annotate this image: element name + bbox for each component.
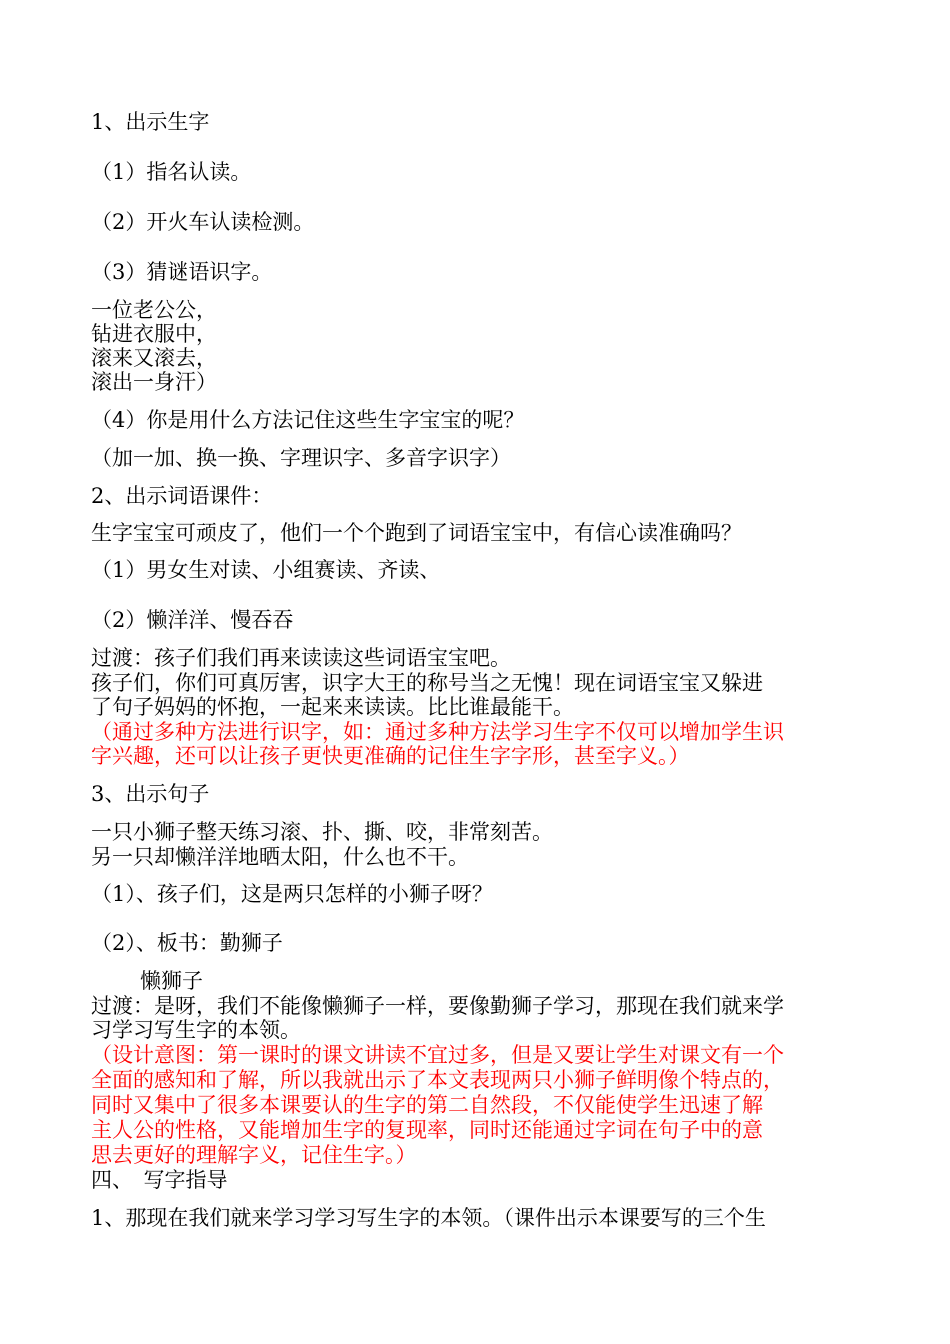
- section-heading: 四、 写字指导: [91, 1168, 228, 1192]
- board-writing-line: 懒狮子: [140, 969, 203, 993]
- design-note-line: 同时又集中了很多本课要认的生字的第二自然段，不仅能使学生迅速了解: [91, 1093, 763, 1117]
- paragraph-line: 过渡：是呀，我们不能像懒狮子一样，要像勤狮子学习，那现在我们就来学: [91, 994, 784, 1018]
- paragraph-line: 过渡：孩子们我们再来读读这些词语宝宝吧。: [91, 646, 511, 670]
- paragraph-line: （1）指名认读。: [91, 160, 252, 184]
- paragraph-line: （3）猜谜语识字。: [91, 260, 273, 284]
- paragraph-line: 习学习写生字的本领。: [91, 1018, 301, 1042]
- paragraph-line: （1）、孩子们，这是两只怎样的小狮子呀？: [91, 882, 493, 906]
- section-heading: 1、出示生字: [91, 110, 210, 134]
- paragraph-line: 孩子们，你们可真厉害，识字大王的称号当之无愧！现在词语宝宝又躲进: [91, 671, 763, 695]
- design-note-line: 思去更好的理解字义，记住生字。）: [91, 1143, 417, 1167]
- paragraph-line: （2）开火车认读检测。: [91, 210, 315, 234]
- design-note-line: 主人公的性格，又能增加生字的复现率，同时还能通过字词在句子中的意: [91, 1118, 763, 1142]
- riddle-line: 滚来又滚去，: [91, 346, 217, 370]
- design-note-line: 字兴趣，还可以让孩子更快更准确的记住生字字形，甚至字义。）: [91, 744, 690, 768]
- paragraph-line: 另一只却懒洋洋地晒太阳，什么也不干。: [91, 845, 469, 869]
- paragraph-line: （加一加、换一换、字理识字、多音字识字）: [91, 446, 511, 470]
- paragraph-line: （2）、板书：勤狮子: [91, 931, 283, 955]
- paragraph-line: 生字宝宝可顽皮了，他们一个个跑到了词语宝宝中，有信心读准确吗？: [91, 521, 742, 545]
- section-heading: 3、出示句子: [91, 782, 210, 806]
- paragraph-line: （1）男女生对读、小组赛读、齐读、: [91, 558, 441, 582]
- paragraph-line: 了句子妈妈的怀抱，一起来来读读。比比谁最能干。: [91, 695, 574, 719]
- section-heading: 2、出示词语课件：: [91, 484, 273, 508]
- riddle-line: 一位老公公，: [91, 298, 217, 322]
- riddle-line: 钻进衣服中，: [91, 322, 217, 346]
- design-note-line: （设计意图：第一课时的课文讲读不宜过多，但是又要让学生对课文有一个: [91, 1043, 784, 1067]
- riddle-line: 滚出一身汗）: [91, 370, 217, 394]
- paragraph-line: （2）懒洋洋、慢吞吞: [91, 608, 294, 632]
- paragraph-line: 1、那现在我们就来学习学习写生字的本领。（课件出示本课要写的三个生: [91, 1206, 766, 1230]
- design-note-line: 全面的感知和了解，所以我就出示了本文表现两只小狮子鲜明像个特点的，: [91, 1068, 784, 1092]
- paragraph-line: 一只小狮子整天练习滚、扑、撕、咬，非常刻苦。: [91, 820, 553, 844]
- design-note-line: （通过多种方法进行识字，如：通过多种方法学习生字不仅可以增加学生识: [91, 720, 784, 744]
- paragraph-line: （4）你是用什么方法记住这些生字宝宝的呢？: [91, 408, 525, 432]
